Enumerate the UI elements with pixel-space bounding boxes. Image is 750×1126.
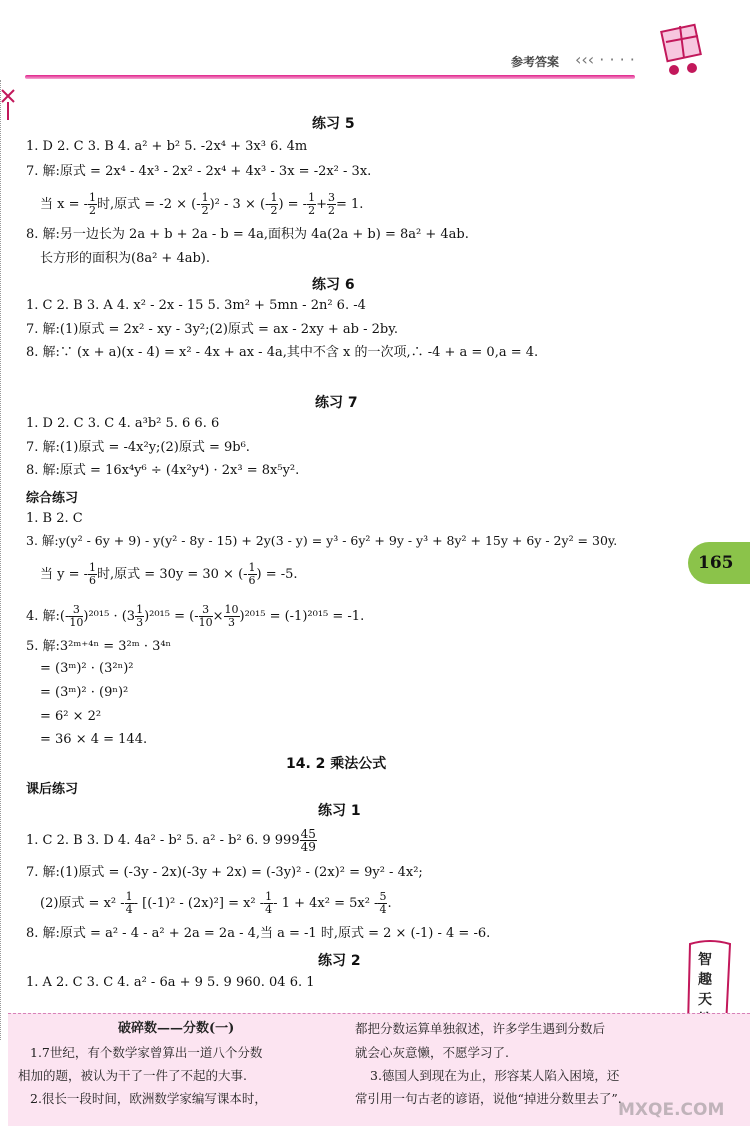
header-deco-icon	[0, 86, 16, 126]
chevrons-icon: ‹‹‹ · · · ·	[575, 50, 635, 69]
ex1-line-1: 1. C 2. B 3. D 4. 4a² - b² 5. a² - b² 6. 9 999 $\frac{45}{49}$	[26, 827, 316, 854]
fun-title: 破碎数——分数(一)	[118, 1021, 235, 1036]
review-line-2: 3. 解:y(y² - 6y + 9) - y(y² - 8y - 15) + 2y(3 - y) = y³ - 6y² + 9y - y³ + 8y² + 15y + 6y - 2y² = 30y.	[26, 533, 618, 548]
review-line-1: 1. B 2. C	[26, 511, 83, 526]
fun-r4: 常引用一句古老的谚语，说他“掉进分数里去了”.	[355, 1091, 622, 1106]
ex5-line-5: 长方形的面积为(8a² + 4ab).	[40, 251, 211, 266]
review-line-4: 4. 解:(- $\frac{3}{10}$ )²⁰¹⁵ · (3 $\frac{1}{3}$ )²⁰¹⁵ = (- $\frac{3}{10}$ × $\frac{10}{3}$ )²⁰¹⁵ = (-1)²⁰¹⁵ = -1.	[26, 603, 365, 629]
fun-p2a: 2.很长一段时间，欧洲数学家编写课本时，	[30, 1091, 267, 1106]
ex1-line-2: 7. 解:(1)原式 = (-3y - 2x)(-3y + 2x) = (-3y)² - (2x)² = 9y² - 4x²;	[26, 865, 423, 880]
ex5-line-1: 1. D 2. C 3. B 4. a² + b² 5. -2x⁴ + 3x³ 6. 4m	[26, 139, 308, 154]
page-number: 165	[698, 553, 734, 573]
ex1-line-3: (2)原式 = x² - $\frac{1}{4}$ - [(-1)² - (2x)²] = x² - $\frac{1}{4}$ - 1 + 4x² = 5x² - $\frac{5}{4}$ .	[40, 890, 392, 916]
ex6-line-1: 1. C 2. B 3. A 4. x² - 2x - 15 5. 3m² + 5mn - 2n² 6. -4	[26, 298, 366, 313]
exercise-5-title: 练习 5	[312, 116, 355, 132]
fun-r2: 就会心灰意懒，不愿学习了.	[355, 1045, 509, 1060]
ex6-line-3: 8. 解:∵ (x + a)(x - 4) = x² - 4x + ax - 4a,其中不含 x 的一次项,∴ -4 + a = 0,a = 4.	[26, 345, 539, 360]
ex7-line-2: 7. 解:(1)原式 = -4x²y;(2)原式 = 9b⁶.	[26, 440, 250, 455]
ex1-line-4: 8. 解:原式 = a² - 4 - a² + 2a = 2a - 4,当 a = -1 时,原式 = 2 × (-1) - 4 = -6.	[26, 926, 491, 941]
review-title: 综合练习	[26, 491, 79, 506]
ex6-line-2: 7. 解:(1)原式 = 2x² - xy - 3y²;(2)原式 = ax - 2xy + ab - 2by.	[26, 322, 398, 337]
fun-p1b: 相加的题，被认为干了一件了不起的大事.	[18, 1068, 247, 1083]
fun-p1a: 1.7世纪，有个数学家曾算出一道八个分数	[30, 1045, 263, 1060]
review-line-6: = (3ᵐ)² · (3²ⁿ)²	[40, 661, 134, 676]
review-line-3: 当 y = - $\frac{1}{6}$ 时,原式 = 30y = 30 × (- $\frac{1}{6}$ ) = -5.	[40, 561, 298, 587]
section-title: 14. 2 乘法公式	[286, 756, 387, 772]
binding-edge	[0, 80, 11, 1040]
fun-r1: 都把分数运算单独叙述，许多学生遇到分数后	[355, 1021, 606, 1036]
fun-r3: 3.德国人到现在为止，形容某人陷入困境，还	[370, 1068, 620, 1083]
scroll-badge-text: 智趣天	[698, 952, 712, 1008]
ex5-line-3: 当 x = - $\frac{1}{2}$ 时,原式 = -2 × (- $\frac{1}{2}$ )² - 3 × (- $\frac{1}{2}$ ) = - $\frac{1}{2}$ + $\frac{3}{2}$ = 1.	[40, 191, 364, 217]
review-line-7: = (3ᵐ)² · (9ⁿ)²	[40, 685, 129, 700]
review-line-8: = 6² × 2²	[40, 709, 102, 724]
ex7-line-3: 8. 解:原式 = 16x⁴y⁶ ÷ (4x²y⁴) · 2x³ = 8x⁵y².	[26, 463, 300, 478]
ex5-line-4: 8. 解:另一边长为 2a + b + 2a - b = 4a,面积为 4a(2a + b) = 8a² + 4ab.	[26, 227, 469, 242]
gift-box-icon	[652, 14, 712, 88]
section-subtitle: 课后练习	[26, 782, 79, 797]
review-line-5: 5. 解:3²ᵐ⁺⁴ⁿ = 3²ᵐ · 3⁴ⁿ	[26, 639, 172, 654]
header-label: 参考答案	[511, 55, 560, 69]
ex2-line-1: 1. A 2. C 3. C 4. a² - 6a + 9 5. 9 960. 04 6. 1	[26, 975, 315, 990]
exercise-7-title: 练习 7	[315, 395, 358, 411]
ex5-line-2: 7. 解:原式 = 2x⁴ - 4x³ - 2x² - 2x⁴ + 4x³ - 3x = -2x² - 3x.	[26, 164, 372, 179]
watermark: MXQE.COM	[618, 1100, 725, 1120]
ex7-line-1: 1. D 2. C 3. C 4. a³b² 5. 6 6. 6	[26, 416, 220, 431]
exercise-2-title: 练习 2	[318, 953, 361, 969]
header-rule	[25, 75, 635, 79]
review-line-9: = 36 × 4 = 144.	[40, 732, 148, 747]
exercise-6-title: 练习 6	[312, 277, 355, 293]
exercise-1-title: 练习 1	[318, 803, 361, 819]
